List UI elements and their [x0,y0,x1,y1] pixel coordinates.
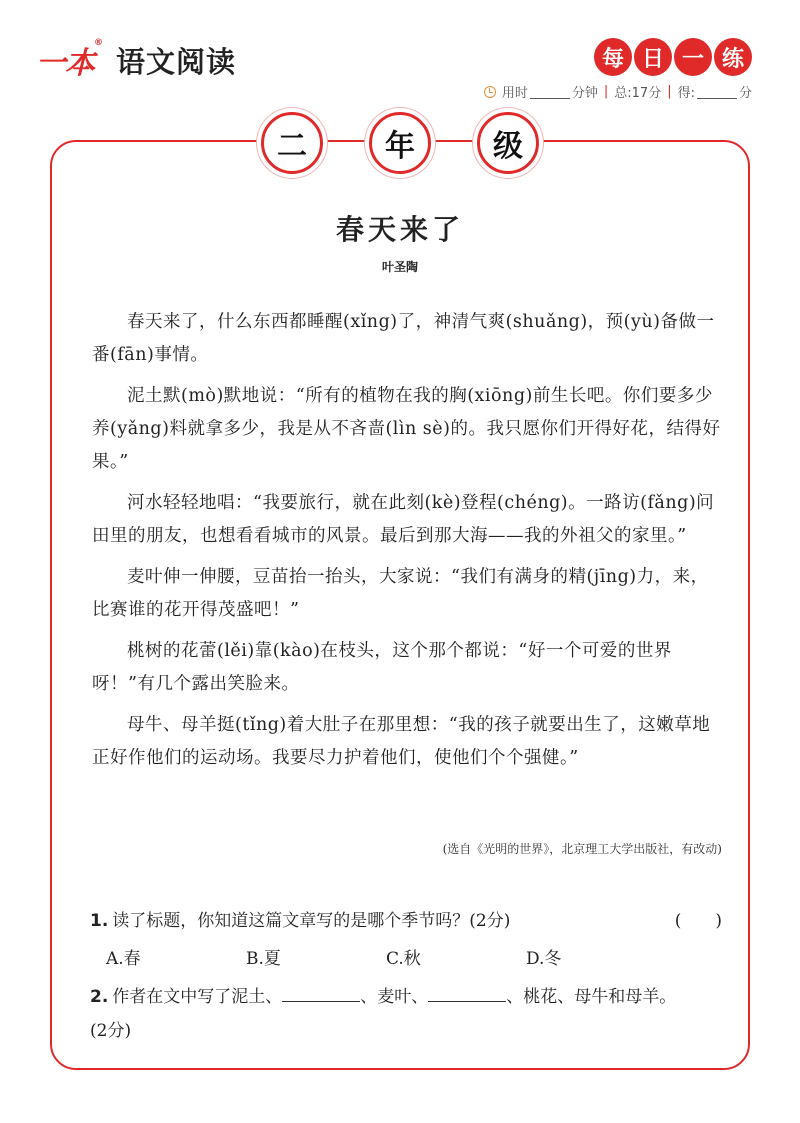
question-text-part: 作者在文中写了泥土、 [112,987,283,1007]
paragraph: 桃树的花蕾(lěi)靠(kào)在枝头，这个那个都说：“好一个可爱的世界呀！”有几个露出笑脸来。 [92,641,672,694]
question-1 [90,906,510,931]
divider: | [603,84,609,99]
article-source: (选自《光明的世界》，北京理工大学出版社，有改动) [442,842,722,856]
time-label: 用时 [501,86,528,101]
grade-char: 年 [369,112,431,174]
fill-blank[interactable] [428,985,506,1002]
question-number: 1. [90,911,109,931]
brand-logo: 一本 ® [36,38,102,81]
time-unit: 分钟 [571,86,598,101]
paragraph: 春天来了，什么东西都睡醒(xǐng)了，神清气爽(shuǎng)，预(yù)备做一番(fān)事情。 [92,312,715,365]
question-text: 读了标题，你知道这篇文章写的是哪个季节吗？(2分) [112,911,511,931]
article-body [92,306,724,783]
article-title: 春天来了 [335,213,464,246]
question-2 [90,982,676,1007]
daily-char: 每 [594,38,632,76]
score-bar [484,82,752,101]
grade-char: 级 [477,112,539,174]
question-2-score: (2分) [90,1021,132,1041]
paragraph: 麦叶伸一伸腰，豆苗抬一抬头，大家说：“我们有满身的精(jīng)力，来，比赛谁的花开得茂盛吧！” [92,567,709,620]
answer-box[interactable]: ( ) [674,911,722,931]
question-number: 2. [90,987,109,1007]
score-label: 得: [677,86,695,101]
time-blank[interactable] [530,85,570,99]
option-d[interactable]: D.冬 [526,949,562,969]
option-c[interactable]: C.秋 [386,949,421,969]
divider: | [667,84,672,99]
paragraph: 泥土默(mò)默地说：“所有的植物在我的胸(xiōng)前生长吧。你们要多少养(yǎng)料就拿多少，我是从不吝啬(lìn sè)的。我只愿你们开得好花，结得好果。” [92,386,721,472]
total-score: 总:17分 [614,86,662,101]
option-b[interactable]: B.夏 [246,949,281,969]
daily-char: 练 [714,38,752,76]
daily-char: 日 [634,38,672,76]
score-blank[interactable] [697,85,737,99]
brand-title: 语文阅读 [116,44,237,79]
daily-char: 一 [674,38,712,76]
daily-practice-badge [594,38,752,76]
grade-char: 二 [261,112,323,174]
fill-blank[interactable] [282,985,360,1002]
clock-icon [484,86,496,98]
paragraph: 河水轻轻地唱：“我要旅行，就在此刻(kè)登程(chéng)。一路访(fǎng)问田里的朋友，也想看看城市的风景。最后到那大海——我的外祖父的家里。” [92,493,715,546]
registered-mark: ® [94,38,102,48]
question-1-options [106,944,666,969]
option-a[interactable]: A.春 [106,949,141,969]
grade-badges [0,112,800,174]
paragraph: 母牛、母羊挺(tǐng)着大肚子在那里想：“我的孩子就要出生了，这嫩草地正好作他们的运动场。我要尽力护着他们，使他们个个强健。” [92,715,711,768]
article-author: 叶圣陶 [381,260,418,274]
question-text-part: 、桃花、母牛和母羊。 [506,987,677,1007]
score-unit: 分 [738,86,752,101]
brand [36,38,236,82]
question-text-part: 、麦叶、 [360,987,429,1007]
